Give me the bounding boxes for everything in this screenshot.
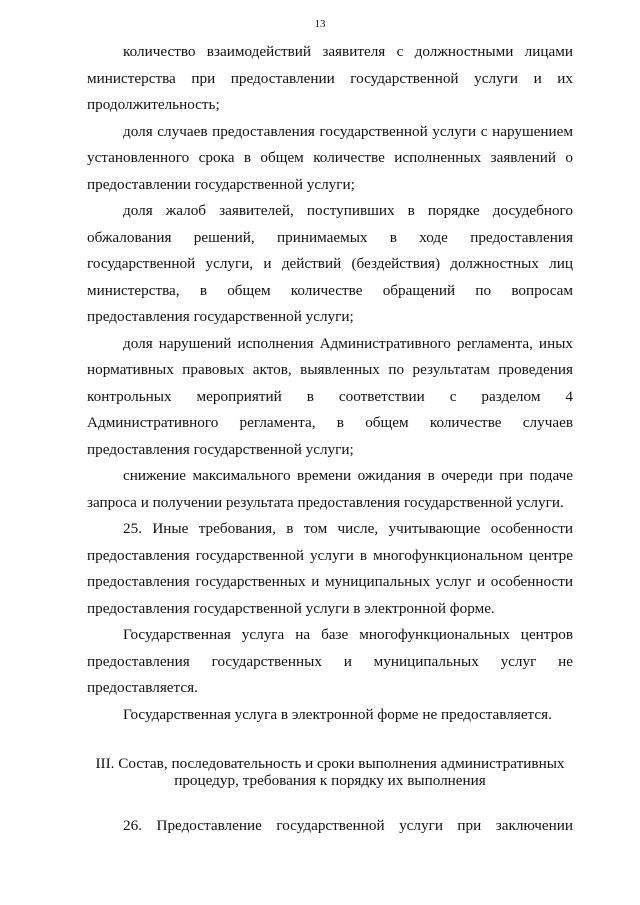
paragraph-item-26: 26. Предоставление государственной услуги при заключении [123, 817, 573, 834]
section-heading-line-2: процедур, требования к порядку их выполнения [174, 772, 486, 789]
paragraph-complaints-share: доля жалоб заявителей, поступивших в порядке досудебного обжалования решений, принимаемых в ходе предоставления государственной услуги, и действий (бездействия) должностных лиц министерства, в общем количестве обращений по вопросам предоставления государственной услуги; [87, 202, 573, 325]
paragraph-electronic-not-provided: Государственная услуга в электронной форме не предоставляется. [123, 705, 552, 723]
section-heading-line-1: III. Состав, последовательность и сроки выполнения административных [95, 755, 565, 772]
paragraph-deadline-violations: доля случаев предоставления государственной услуги с нарушением установленного срока в общем количестве исполненных заявлений о предоставлении государственной услуги; [87, 122, 573, 193]
document-body [87, 39, 573, 840]
paragraph-regulation-violations: доля нарушений исполнения Административного регламента, иных нормативных правовых актов, выявленных по результатам проведения контрольных мероприятий в соответствии с разделом 4 Административного регламента, в общем количестве случаев предоставления государственной услуги; [87, 334, 573, 458]
paragraph-waiting-time: снижение максимального времени ожидания в очереди при подаче запроса и получении результата предоставления государственной услуги. [87, 467, 573, 511]
section-heading [87, 755, 573, 789]
paragraph-interaction-count: количество взаимодействий заявителя с должностными лицами министерства при предоставлении государственной услуги и их продолжительность; [87, 43, 573, 113]
page-number: 13 [314, 18, 326, 30]
paragraph-mfc-not-provided: Государственная услуга на базе многофункциональных центров предоставления государственных и муниципальных услуг не предоставляется. [87, 626, 573, 696]
paragraph-item-25: 25. Иные требования, в том числе, учитывающие особенности предоставления государственной услуги в многофункциональном центре предоставления государственных и муниципальных услуг и особенности предоставления государственной услуги в электронной форме. [87, 520, 573, 617]
